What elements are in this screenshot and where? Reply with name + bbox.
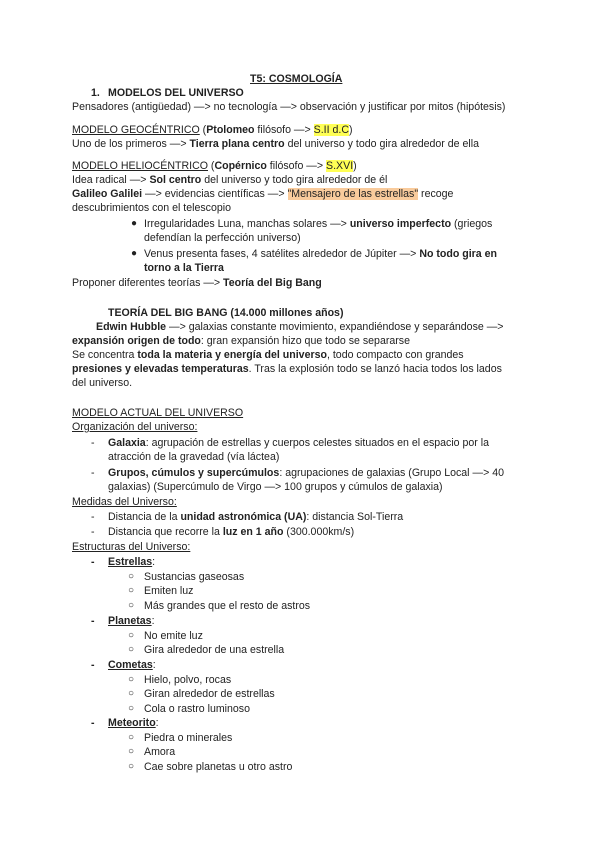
bigbang-heading: TEORÍA DEL BIG BANG (14.000 millones años): [108, 307, 344, 319]
text: : agrupación de estrellas y cuerpos celestes situados en el espacio por la: [145, 437, 490, 449]
bigbang-line-3: [72, 348, 464, 362]
text: Distancia de la: [108, 511, 181, 523]
circle-bullet-icon: ○: [128, 644, 135, 655]
bold-text: Cometas: [108, 659, 153, 671]
medidas-subheading: Medidas del Universo:: [72, 496, 177, 508]
actual-heading: MODELO ACTUAL DEL UNIVERSO: [72, 407, 244, 419]
bold-text: presiones y elevadas temperaturas: [72, 363, 249, 375]
bigbang-line-5: del universo.: [72, 377, 133, 389]
heliocentric-name: MODELO HELIOCÉNTRICO: [72, 160, 208, 172]
bold-text: Edwin Hubble: [96, 321, 167, 333]
text: del universo y todo gira alrededor de ella: [284, 138, 479, 150]
circle-bullet-icon: ○: [128, 703, 135, 714]
text: , todo compacto con grandes: [326, 349, 464, 361]
estrellas-item: Más grandes que el resto de astros: [144, 600, 311, 612]
geocentric-name: MODELO GEOCÉNTRICO: [72, 124, 200, 136]
dash-icon: -: [91, 556, 95, 568]
circle-bullet-icon: ○: [128, 732, 135, 743]
planetas-item: Gira alrededor de una estrella: [144, 644, 285, 656]
paren: ): [349, 124, 353, 136]
text: Uno de los primeros —>: [72, 138, 190, 150]
bold-text: expansión origen de todo: [72, 335, 201, 347]
helio-line-1: [72, 173, 387, 187]
grupos-item: [108, 466, 504, 480]
estructuras-subheading: Estructuras del Universo:: [72, 541, 191, 553]
circle-bullet-icon: ○: [128, 674, 135, 685]
text: Distancia que recorre la: [108, 526, 223, 538]
meteorito-item: Cae sobre planetas u otro astro: [144, 761, 293, 773]
helio-bullet-2: [144, 247, 497, 261]
dash-icon: -: [91, 615, 95, 627]
meteorito-label: Meteorito:: [108, 717, 159, 729]
circle-bullet-icon: ○: [128, 761, 135, 772]
dash-icon: -: [91, 437, 95, 449]
helio-bullet-2-cont: torno a la Tierra: [144, 262, 224, 274]
text: recoge: [418, 188, 454, 200]
text: (griegos: [451, 218, 493, 230]
helio-line-4: [72, 276, 322, 290]
circle-bullet-icon: ○: [128, 630, 135, 641]
dash-icon: -: [91, 659, 95, 671]
bullet-icon: ●: [131, 218, 138, 229]
text: Venus presenta fases, 4 satélites alrededor de Júpiter —>: [144, 248, 420, 260]
bold-text: Grupos, cúmulos y supercúmulos: [108, 467, 280, 479]
helio-bullet-1-cont: defendían la perfección universo): [144, 232, 301, 244]
text: filósofo —>: [254, 124, 314, 136]
geocentric-heading: [72, 123, 353, 137]
bold-text: Galileo Galilei: [72, 188, 143, 200]
grupos-item-cont: galaxias) (Supercúmulo de Virgo —> 100 grupos y cúmulos de galaxia): [108, 481, 443, 493]
bold-text: Tierra plana centro: [189, 138, 285, 150]
cometas-item: Cola o rastro luminoso: [144, 703, 250, 715]
paren: (: [199, 124, 207, 136]
helio-bullet-1: [144, 217, 492, 231]
bold-text: toda la materia y energía del universo: [137, 349, 327, 361]
text: Se concentra: [72, 349, 138, 361]
bigbang-line-1: [96, 320, 504, 334]
cometas-label: Cometas:: [108, 659, 156, 671]
bold-text: Meteorito: [108, 717, 156, 729]
circle-bullet-icon: ○: [128, 571, 135, 582]
geocentric-date: S.II d.C: [313, 124, 349, 136]
section-heading: MODELOS DEL UNIVERSO: [108, 87, 244, 99]
circle-bullet-icon: ○: [128, 746, 135, 757]
text: —> galaxias constante movimiento, expandiéndose y separándose —>: [166, 321, 504, 333]
text: : agrupaciones de galaxias (Grupo Local —> 40: [279, 467, 504, 479]
planetas-label: Planetas:: [108, 615, 155, 627]
bullet-icon: ●: [131, 248, 138, 259]
heliocentric-heading: [72, 159, 357, 173]
bigbang-line-2: [72, 334, 410, 348]
text: : distancia Sol-Tierra: [306, 511, 404, 523]
dash-icon: -: [91, 467, 95, 479]
estrellas-item: Sustancias gaseosas: [144, 571, 245, 583]
estrellas-item: Emiten luz: [144, 585, 194, 597]
meteorito-item: Amora: [144, 746, 176, 758]
galaxia-item-cont: atracción de la gravedad (vía láctea): [108, 451, 280, 463]
text: (300.000km/s): [283, 526, 355, 538]
intro-line: Pensadores (antigüedad) —> no tecnología —> observación y justificar por mitos (hipótesis): [72, 101, 506, 113]
paren: (: [207, 160, 215, 172]
geocentric-author: Ptolomeo: [206, 124, 255, 136]
dash-icon: -: [91, 717, 95, 729]
geocentric-desc: [72, 137, 479, 151]
text: del universo y todo gira alrededor de él: [201, 174, 388, 186]
helio-line-2: [72, 187, 453, 201]
text: : gran expansión hizo que todo se separarse: [200, 335, 410, 347]
dash-icon: -: [91, 526, 95, 538]
text: . Tras la explosión todo se lanzó hacia todos los lados: [248, 363, 502, 375]
heliocentric-author: Copérnico: [214, 160, 267, 172]
org-subheading: Organización del universo:: [72, 421, 198, 433]
text: Idea radical —>: [72, 174, 150, 186]
text: Irregularidades Luna, manchas solares —>: [144, 218, 350, 230]
text: Proponer diferentes teorías —>: [72, 277, 224, 289]
meteorito-item: Piedra o minerales: [144, 732, 233, 744]
bold-text: Sol centro: [149, 174, 202, 186]
circle-bullet-icon: ○: [128, 600, 135, 611]
page-title: T5: COSMOLOGÍA: [250, 73, 343, 85]
section-number: 1.: [91, 87, 100, 99]
circle-bullet-icon: ○: [128, 688, 135, 699]
circle-bullet-icon: ○: [128, 585, 135, 596]
helio-line-3: descubrimientos con el telescopio: [72, 202, 231, 214]
highlighted-text: "Mensajero de las estrellas": [287, 188, 419, 200]
text: filósofo —>: [266, 160, 327, 172]
cometas-item: Hielo, polvo, rocas: [144, 674, 232, 686]
paren: ): [353, 160, 357, 172]
heliocentric-date: S.XVI: [326, 160, 354, 172]
estrellas-label: Estrellas:: [108, 556, 156, 568]
cometas-item: Giran alrededor de estrellas: [144, 688, 275, 700]
bold-text: luz en 1 año: [222, 526, 284, 538]
bold-text: Estrellas: [108, 556, 153, 568]
text: —> evidencias científicas —>: [142, 188, 288, 200]
bigbang-line-4: [72, 362, 502, 376]
bold-text: universo imperfecto: [349, 218, 452, 230]
bold-text: Planetas: [108, 615, 152, 627]
bold-text: No todo gira en: [419, 248, 497, 260]
planetas-item: No emite luz: [144, 630, 203, 642]
bold-text: Teoría del Big Bang: [223, 277, 322, 289]
bold-text: unidad astronómica (UA): [180, 511, 307, 523]
galaxia-item: [108, 436, 489, 450]
medida-luz: [108, 525, 354, 539]
bold-text: Galaxia: [108, 437, 146, 449]
medida-ua: [108, 510, 403, 524]
dash-icon: -: [91, 511, 95, 523]
